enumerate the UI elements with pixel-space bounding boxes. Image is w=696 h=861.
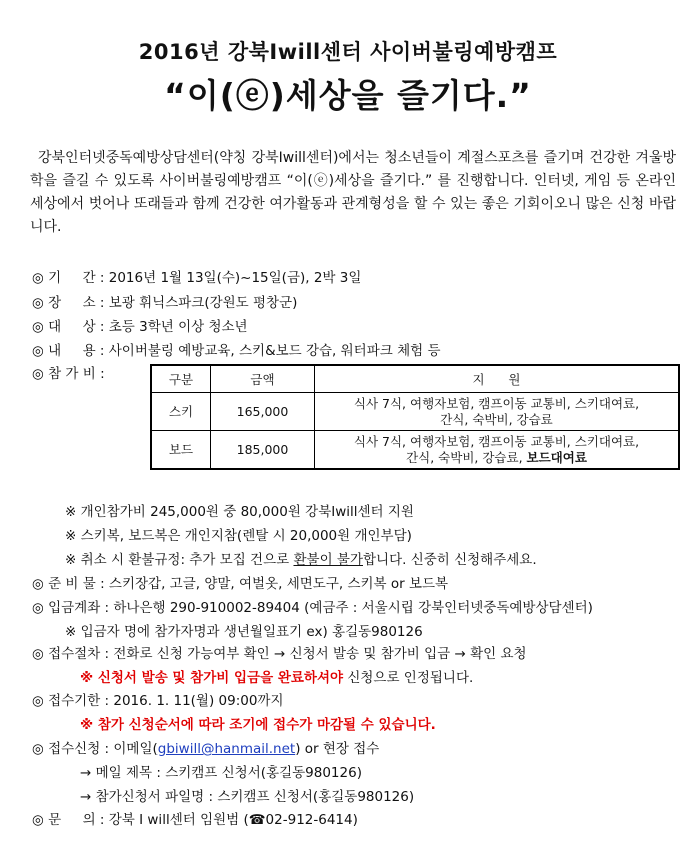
period-label: ◎ 기 간 :: [32, 270, 105, 286]
fee-header-support: 지 원: [315, 365, 680, 393]
account-value: 하나은행 290-910002-89404 (예금주 : 서울시립 강북인터넷중독예방상담센터): [113, 600, 593, 616]
procedure-row: [32, 642, 527, 662]
note-fee-support: ※ 개인참가비 245,000원 중 80,000원 강북Iwill센터 지원: [65, 504, 414, 520]
content-label: ◎ 내 용 :: [32, 343, 105, 359]
period-value: 2016년 1월 13일(수)~15일(금), 2박 3일: [108, 270, 362, 286]
account-label: ◎ 입금계좌 :: [32, 600, 110, 616]
apply-label: ◎ 접수신청 :: [32, 741, 110, 757]
fee-support-line1: 식사 7식, 여행자보험, 캠프이동 교통비, 스키대여료,: [353, 395, 640, 411]
fee-label: ◎ 참 가 비 :: [32, 366, 105, 382]
deadline-row: [32, 689, 284, 709]
deadline-value: 2016. 1. 11(월) 09:00까지: [113, 693, 284, 709]
deadline-label: ◎ 접수기한 :: [32, 693, 110, 709]
place-value: 보광 휘닉스파크(강원도 평창군): [108, 295, 298, 311]
procedure-note-emphasis: ※ 신청서 발송 및 참가비 입금을 완료하셔야: [80, 670, 344, 686]
apply-value-b: ) or 현장 접수: [295, 741, 380, 757]
fee-amount: 185,000: [211, 431, 315, 470]
fee-support-items: 간식, 숙박비, 강습료,: [406, 449, 527, 465]
fee-row: [32, 362, 105, 382]
table-row: [151, 393, 679, 431]
contact-label: ◎ 문 의 :: [32, 812, 105, 828]
fee-support-board-rental: 보드대여료: [526, 449, 587, 465]
apply-value-a: 이메일(: [113, 741, 158, 757]
fee-amount: 165,000: [211, 393, 315, 431]
target-row: [32, 315, 248, 335]
note-clothing: ※ 스키복, 보드복은 개인지참(렌탈 시 20,000원 개인부담): [65, 528, 412, 544]
fee-header-amount: 금액: [211, 365, 315, 393]
fee-support-line2: [319, 450, 674, 466]
target-value: 초등 3학년 이상 청소년: [108, 319, 248, 335]
fee-type: 스키: [151, 393, 211, 431]
content-value: 사이버불링 예방교육, 스키&보드 강습, 워터파크 체험 등: [108, 343, 441, 359]
account-note: ※ 입금자 명에 참가자명과 생년월일표기 ex) 홍길동980126: [65, 624, 423, 640]
contact-row: [32, 808, 358, 828]
intro-paragraph: 강북인터넷중독예방상담센터(약칭 강북Iwill센터)에서는 청소년들이 계절스포츠를 즐기며 건강한 겨울방학을 즐길 수 있도록 사이버불링예방캠프 “이(ⓔ)세상을 즐기다.” 를 진행합니다. 인터넷, 게임 등 온라인 세상에서 벗어나 또래들과 함께 건강한 여가활동과 관계형성을 할 수 있는 좋은 기회이오니 많은 신청 바랍니다.: [30, 150, 676, 235]
period-row: [32, 266, 361, 286]
procedure-label: ◎ 접수절차 :: [32, 646, 110, 662]
account-row: [32, 596, 593, 616]
prep-value: 스키장갑, 고글, 양말, 여벌옷, 세면도구, 스키복 or 보드복: [108, 576, 449, 592]
content-row: [32, 339, 441, 359]
note-refund-c: 합니다. 신중히 신청해주세요.: [362, 552, 537, 568]
target-label: ◎ 대 상 :: [32, 319, 105, 335]
deadline-note: ※ 참가 신청순서에 따라 조기에 접수가 마감될 수 있습니다.: [80, 717, 436, 733]
apply-row: [32, 737, 379, 757]
fee-support-line1: 식사 7식, 여행자보험, 캠프이동 교통비, 스키대여료,: [353, 433, 640, 449]
procedure-note-rest: 신청으로 인정됩니다.: [343, 670, 474, 686]
table-row: [151, 431, 679, 470]
place-row: [32, 291, 297, 311]
prep-row: [32, 572, 448, 592]
contact-value: 강북 I will센터 임원범 (☎02-912-6414): [108, 812, 358, 828]
note-refund-a: ※ 취소 시 환불규정: 추가 모집 건으로: [65, 552, 294, 568]
camp-slogan: “이(ⓔ)세상을 즐기다.”: [164, 76, 532, 115]
prep-label: ◎ 준 비 물 :: [32, 576, 105, 592]
fee-header-type: 구분: [151, 365, 211, 393]
fee-table-header: [151, 365, 679, 393]
fee-support-line2: 간식, 숙박비, 강습료: [440, 411, 553, 427]
file-name-note: → 참가신청서 파일명 : 스키캠프 신청서(홍길동980126): [80, 789, 415, 805]
procedure-value: 전화로 신청 가능여부 확인 → 신청서 발송 및 참가비 입금 → 확인 요청: [113, 646, 527, 662]
camp-title: 2016년 강북Iwill센터 사이버불링예방캠프: [138, 40, 558, 64]
note-refund-emphasis: 환불이 불가: [293, 552, 363, 568]
fee-table: [150, 364, 680, 470]
mail-subject-note: → 메일 제목 : 스키캠프 신청서(홍길동980126): [80, 765, 362, 781]
fee-support: [315, 393, 680, 431]
fee-support: [315, 431, 680, 470]
procedure-note: [80, 666, 473, 686]
note-refund: [65, 548, 537, 568]
email-link[interactable]: gbiwill@hanmail.net: [157, 741, 296, 757]
place-label: ◎ 장 소 :: [32, 295, 105, 311]
fee-type: 보드: [151, 431, 211, 470]
